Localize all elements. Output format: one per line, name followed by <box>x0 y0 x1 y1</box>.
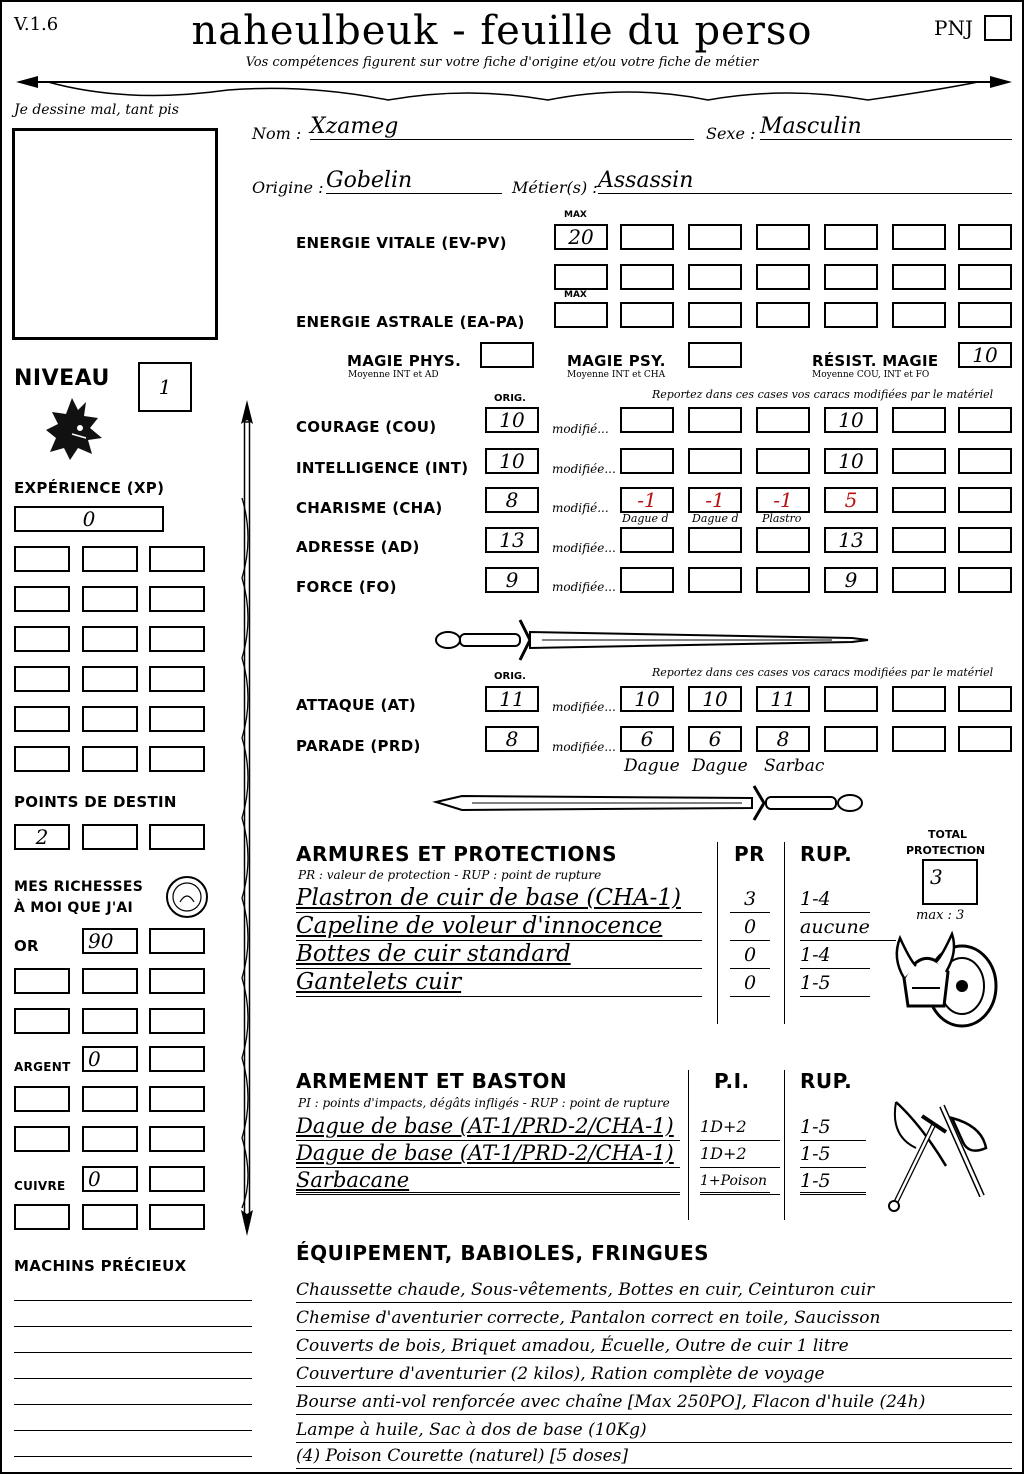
argent-box[interactable] <box>14 1126 70 1152</box>
argent-box[interactable] <box>82 1086 138 1112</box>
cha-note: Dague d <box>622 512 669 525</box>
ev-box[interactable] <box>554 264 608 290</box>
xp-grid-box[interactable] <box>149 626 205 652</box>
niveau-label: NIVEAU <box>14 366 110 391</box>
stat-cell[interactable] <box>958 527 1012 553</box>
ev-box[interactable] <box>756 224 810 250</box>
cuivre-box[interactable] <box>82 1204 138 1230</box>
stat-cell[interactable]: 9 <box>824 567 878 593</box>
cha-note: Dague d <box>692 512 739 525</box>
xp-grid-box[interactable] <box>14 746 70 772</box>
armor-item-pr[interactable]: 0 <box>730 942 770 969</box>
resist-magie-label: RÉSIST. MAGIE <box>812 352 939 370</box>
combat-mod-label: modifiée... <box>552 740 616 754</box>
stat-label-cha: CHARISME (CHA) <box>296 499 443 517</box>
weapon-note: Sarbac <box>764 756 825 776</box>
stat-cell[interactable] <box>756 527 810 553</box>
armor-item-pr[interactable] <box>730 996 770 997</box>
stat-cell[interactable] <box>958 407 1012 433</box>
origine-value[interactable]: Gobelin <box>326 168 502 194</box>
xp-grid-box[interactable] <box>82 706 138 732</box>
or-box[interactable] <box>149 968 205 994</box>
destin-label: POINTS DE DESTIN <box>14 793 177 811</box>
machins-line[interactable] <box>14 1378 252 1379</box>
metier-label: Métier(s) : <box>512 178 598 197</box>
weapon-item-pi[interactable] <box>700 1192 770 1193</box>
destin-box[interactable] <box>82 824 138 850</box>
combat-cell[interactable] <box>958 726 1012 752</box>
combat-cell[interactable]: 8 <box>756 726 810 752</box>
machins-line[interactable] <box>14 1352 252 1353</box>
portrait-caption: Je dessine mal, tant pis <box>14 102 179 118</box>
stat-mod-label: modifiée... <box>552 580 616 594</box>
or-label: OR <box>14 937 39 955</box>
magie-phys-sub: Moyenne INT et AD <box>348 370 439 380</box>
armor-item-name[interactable]: Bottes de cuir standard <box>296 940 702 969</box>
ev-box[interactable] <box>958 224 1012 250</box>
nom-label: Nom : <box>252 124 302 143</box>
total-protection-label: TOTAL <box>928 828 968 841</box>
ea-box[interactable] <box>892 302 946 328</box>
ev-max-label: MAX <box>564 210 587 220</box>
xp-grid-box[interactable] <box>14 706 70 732</box>
equipment-line[interactable]: Chemise d'aventurier correcte, Pantalon correct en toile, Saucisson <box>296 1306 1012 1331</box>
cuivre-box[interactable] <box>149 1166 205 1192</box>
magie-phys-box[interactable] <box>480 342 534 368</box>
combat-label-at: ATTAQUE (AT) <box>296 696 417 714</box>
equipment-line[interactable]: Bourse anti-vol renforcée avec chaîne [Max 250PO], Flacon d'huile (24h) <box>296 1390 1012 1415</box>
or-box[interactable] <box>82 968 138 994</box>
xp-grid-box[interactable] <box>82 666 138 692</box>
weapon-item-name[interactable] <box>296 1192 680 1193</box>
resist-magie-box[interactable]: 10 <box>958 342 1012 368</box>
weapon-item-rup[interactable]: 1-5 <box>800 1168 866 1195</box>
weapons-note: PI : points d'impacts, dégâts infligés - RUP : point de rupture <box>298 1096 670 1110</box>
magie-phys-label: MAGIE PHYS. <box>347 352 462 370</box>
origine-label: Origine : <box>252 178 324 197</box>
dragon-icon <box>42 394 108 464</box>
ea-box[interactable] <box>620 302 674 328</box>
stats-report-note: Reportez dans ces cases vos caracs modifiées par le matériel <box>652 388 994 401</box>
richesses-label: MES RICHESSES <box>14 879 144 895</box>
armor-item-name[interactable] <box>296 996 702 997</box>
total-protection-label-2: PROTECTION <box>906 844 986 857</box>
stat-cell[interactable] <box>688 407 742 433</box>
or-box[interactable]: 90 <box>82 928 138 954</box>
stat-cell[interactable] <box>620 527 674 553</box>
sword-illustration <box>432 614 872 664</box>
ev-box[interactable] <box>620 264 674 290</box>
stat-cell[interactable] <box>620 407 674 433</box>
portrait-box[interactable] <box>12 128 218 340</box>
stat-label-int: INTELLIGENCE (INT) <box>296 459 469 477</box>
stat-mod-label: modifié... <box>552 422 609 436</box>
magie-psy-box[interactable] <box>688 342 742 368</box>
xp-grid-box[interactable] <box>82 586 138 612</box>
or-box[interactable] <box>14 1008 70 1034</box>
argent-box[interactable] <box>149 1086 205 1112</box>
ev-box[interactable] <box>620 224 674 250</box>
armor-item-rup[interactable]: 1-5 <box>800 970 870 997</box>
or-box[interactable] <box>82 1008 138 1034</box>
stat-cell[interactable] <box>892 527 946 553</box>
xp-grid-box[interactable] <box>149 746 205 772</box>
stat-cell[interactable]: 10 <box>824 448 878 474</box>
or-box[interactable] <box>149 1008 205 1034</box>
stat-label-cou: COURAGE (COU) <box>296 418 437 436</box>
stats-orig-label: ORIG. <box>494 393 526 404</box>
sexe-value[interactable]: Masculin <box>760 114 1012 140</box>
stat-cell[interactable] <box>688 567 742 593</box>
armor-item-name[interactable]: Capeline de voleur d'innocence <box>296 912 702 941</box>
crossed-weapons-icon <box>882 1096 1006 1216</box>
argent-box[interactable] <box>149 1126 205 1152</box>
xp-grid-box[interactable] <box>14 586 70 612</box>
cuivre-box[interactable] <box>149 1204 205 1230</box>
stat-cell[interactable]: 10 <box>824 407 878 433</box>
sheet-subtitle: Vos compétences figurent sur votre fiche d'origine et/ou votre fiche de métier <box>245 55 759 70</box>
nom-value[interactable]: Xzameg <box>310 114 694 140</box>
armor-item-pr[interactable]: 0 <box>730 914 770 941</box>
stat-orig-cha[interactable]: 8 <box>485 487 539 513</box>
xp-label: EXPÉRIENCE (XP) <box>14 479 165 497</box>
combat-mod-label: modifiée... <box>552 700 616 714</box>
ev-box[interactable] <box>824 224 878 250</box>
ev-box[interactable] <box>688 224 742 250</box>
stat-cell[interactable] <box>688 527 742 553</box>
combat-report-note: Reportez dans ces cases vos caracs modifiées par le matériel <box>652 666 994 679</box>
weapon-item-pi[interactable]: 1D+2 <box>700 1114 780 1141</box>
stat-cell[interactable] <box>892 448 946 474</box>
argent-box[interactable]: 0 <box>82 1046 138 1072</box>
ea-label: ENERGIE ASTRALE (EA-PA) <box>296 313 525 331</box>
stat-cell[interactable] <box>892 567 946 593</box>
ev-box[interactable] <box>824 264 878 290</box>
armor-divider <box>717 842 718 1024</box>
stat-orig-int[interactable]: 10 <box>485 448 539 474</box>
stat-mod-label: modifiée... <box>552 462 616 476</box>
combat-orig-at[interactable]: 11 <box>485 686 539 712</box>
machins-line[interactable] <box>14 1430 252 1431</box>
combat-cell[interactable] <box>892 686 946 712</box>
xp-grid-box[interactable] <box>149 666 205 692</box>
stat-cell[interactable] <box>892 487 946 513</box>
stat-cell[interactable] <box>620 567 674 593</box>
weapon-item-pi[interactable]: 1+Poison <box>700 1168 780 1195</box>
stat-cell[interactable] <box>756 448 810 474</box>
combat-cell[interactable] <box>958 686 1012 712</box>
cuivre-box[interactable] <box>14 1204 70 1230</box>
armor-divider <box>784 842 785 1024</box>
stat-orig-ad[interactable]: 13 <box>485 527 539 553</box>
ea-box[interactable] <box>756 302 810 328</box>
xp-grid-box[interactable] <box>82 746 138 772</box>
combat-cell[interactable]: 6 <box>620 726 674 752</box>
combat-cell[interactable]: 11 <box>756 686 810 712</box>
or-box[interactable] <box>149 928 205 954</box>
total-protection-max: max : 3 <box>916 908 965 923</box>
combat-cell[interactable]: 6 <box>688 726 742 752</box>
xp-box[interactable]: 0 <box>14 506 164 532</box>
weapon-item-name[interactable]: Dague de base (AT-1/PRD-2/CHA-1) <box>296 1112 680 1141</box>
combat-orig-label: ORIG. <box>494 671 526 682</box>
weapon-note: Dague <box>692 756 748 776</box>
machins-label: MACHINS PRÉCIEUX <box>14 1257 187 1275</box>
combat-cell[interactable]: 10 <box>688 686 742 712</box>
spear-illustration <box>230 398 264 1238</box>
armor-item-name[interactable]: Plastron de cuir de base (CHA-1) <box>296 884 702 913</box>
stat-label-ad: ADRESSE (AD) <box>296 538 420 556</box>
argent-box[interactable] <box>82 1126 138 1152</box>
ev-box[interactable] <box>892 264 946 290</box>
weapons-divider <box>688 1070 689 1220</box>
armor-item-rup[interactable]: 1-4 <box>800 886 870 913</box>
destin-box[interactable]: 2 <box>14 824 70 850</box>
weapons-rup-header: RUP. <box>800 1069 853 1093</box>
stat-cell[interactable] <box>688 448 742 474</box>
weapons-divider <box>784 1070 785 1220</box>
equipment-line[interactable]: Couverts de bois, Briquet amadou, Écuelle, Outre de cuir 1 litre <box>296 1334 1012 1359</box>
ea-box[interactable] <box>824 302 878 328</box>
stat-cell[interactable] <box>756 567 810 593</box>
stat-cell[interactable]: 5 <box>824 487 878 513</box>
machins-line[interactable] <box>14 1456 252 1457</box>
ev-box[interactable] <box>892 224 946 250</box>
weapon-item-rup[interactable]: 1-5 <box>800 1114 866 1141</box>
equipment-line[interactable]: (4) Poison Courette (naturel) [5 doses] <box>296 1444 1012 1469</box>
ea-box[interactable] <box>688 302 742 328</box>
stat-cell[interactable]: -1 <box>756 487 810 513</box>
armor-item-rup[interactable]: 1-4 <box>800 942 870 969</box>
cuivre-box[interactable]: 0 <box>82 1166 138 1192</box>
armor-pr-header: PR <box>734 842 766 866</box>
weapon-item-pi[interactable]: 1D+2 <box>700 1141 780 1168</box>
machins-line[interactable] <box>14 1300 252 1301</box>
equipment-line[interactable]: Couverture d'aventurier (2 kilos), Ration complète de voyage <box>296 1362 1012 1387</box>
stat-cell[interactable] <box>620 448 674 474</box>
weapon-note: Dague <box>624 756 680 776</box>
stat-cell[interactable]: 13 <box>824 527 878 553</box>
cha-note: Plastro <box>762 512 802 525</box>
xp-grid-box[interactable] <box>82 546 138 572</box>
armor-item-name[interactable]: Gantelets cuir <box>296 968 702 997</box>
argent-box[interactable] <box>149 1046 205 1072</box>
xp-grid-box[interactable] <box>82 626 138 652</box>
ea-box[interactable] <box>958 302 1012 328</box>
metier-value[interactable]: Assassin <box>598 168 1012 194</box>
equipment-line[interactable]: Chaussette chaude, Sous-vêtements, Bottes en cuir, Ceinturon cuir <box>296 1278 1012 1303</box>
armor-item-rup[interactable] <box>800 996 870 997</box>
weapon-item-name[interactable]: Sarbacane <box>296 1166 680 1195</box>
stat-cell[interactable] <box>892 407 946 433</box>
stat-cell[interactable] <box>958 487 1012 513</box>
xp-grid-box[interactable] <box>149 546 205 572</box>
xp-grid-box[interactable] <box>14 546 70 572</box>
combat-cell[interactable] <box>824 726 878 752</box>
armor-item-rup[interactable]: aucune <box>800 914 896 941</box>
pnj-checkbox[interactable] <box>984 15 1012 41</box>
ev-box[interactable] <box>688 264 742 290</box>
magie-psy-label: MAGIE PSY. <box>567 352 666 370</box>
armor-rup-header: RUP. <box>800 842 853 866</box>
ev-label: ENERGIE VITALE (EV-PV) <box>296 234 507 252</box>
combat-cell[interactable] <box>824 686 878 712</box>
argent-label: ARGENT <box>14 1060 71 1074</box>
weapons-title: ARMEMENT ET BASTON <box>296 1069 568 1093</box>
stat-mod-label: modifiée... <box>552 541 616 555</box>
stat-cell[interactable] <box>958 567 1012 593</box>
sheet-title: naheulbeuk - feuille du perso <box>191 8 813 54</box>
combat-label-prd: PARADE (PRD) <box>296 737 421 755</box>
weapon-item-name[interactable]: Dague de base (AT-1/PRD-2/CHA-1) <box>296 1139 680 1168</box>
sexe-label: Sexe : <box>706 124 756 143</box>
combat-orig-prd[interactable]: 8 <box>485 726 539 752</box>
armor-note: PR : valeur de protection - RUP : point de rupture <box>298 868 602 882</box>
weapon-item-rup[interactable] <box>800 1192 866 1193</box>
magie-psy-sub: Moyenne INT et CHA <box>567 370 666 380</box>
coin-icon <box>164 874 210 920</box>
ev-box[interactable] <box>958 264 1012 290</box>
or-box[interactable] <box>14 968 70 994</box>
ev-max-box[interactable]: 20 <box>554 224 608 250</box>
total-protection-box[interactable]: 3 <box>922 859 978 905</box>
armor-item-pr[interactable]: 0 <box>730 970 770 997</box>
stat-mod-label: modifié... <box>552 501 609 515</box>
equipment-title: ÉQUIPEMENT, BABIOLES, FRINGUES <box>296 1241 710 1265</box>
machins-line[interactable] <box>14 1404 252 1405</box>
niveau-box[interactable]: 1 <box>138 362 192 412</box>
stat-orig-fo[interactable]: 9 <box>485 567 539 593</box>
xp-grid-box[interactable] <box>14 626 70 652</box>
richesses-label-2: À MOI QUE J'AI <box>14 900 134 916</box>
weapon-item-rup[interactable]: 1-5 <box>800 1141 866 1168</box>
stat-cell[interactable] <box>958 448 1012 474</box>
stat-cell[interactable] <box>756 407 810 433</box>
helmet-shield-icon <box>890 928 1002 1032</box>
ea-max-label: MAX <box>564 290 587 300</box>
stat-cell[interactable]: -1 <box>688 487 742 513</box>
cuivre-label: CUIVRE <box>14 1179 66 1193</box>
combat-cell[interactable]: 10 <box>620 686 674 712</box>
machins-line[interactable] <box>14 1326 252 1327</box>
xp-grid-box[interactable] <box>149 706 205 732</box>
armor-title: ARMURES ET PROTECTIONS <box>296 842 617 866</box>
weapons-pi-header: P.I. <box>714 1069 750 1093</box>
resist-magie-sub: Moyenne COU, INT et FO <box>812 370 930 380</box>
xp-grid-box[interactable] <box>14 666 70 692</box>
equipment-line[interactable]: Lampe à huile, Sac à dos de base (10Kg) <box>296 1418 1012 1443</box>
armor-item-pr[interactable]: 3 <box>730 886 770 913</box>
combat-cell[interactable] <box>892 726 946 752</box>
xp-grid-box[interactable] <box>149 586 205 612</box>
argent-box[interactable] <box>14 1086 70 1112</box>
version-label: V.1.6 <box>14 14 59 35</box>
ea-max-box[interactable] <box>554 302 608 328</box>
ev-box[interactable] <box>756 264 810 290</box>
stat-orig-cou[interactable]: 10 <box>485 407 539 433</box>
pnj-label: PNJ <box>934 16 973 40</box>
stat-label-fo: FORCE (FO) <box>296 578 397 596</box>
sword-illustration <box>432 782 872 824</box>
destin-box[interactable] <box>149 824 205 850</box>
stat-cell[interactable]: -1 <box>620 487 674 513</box>
